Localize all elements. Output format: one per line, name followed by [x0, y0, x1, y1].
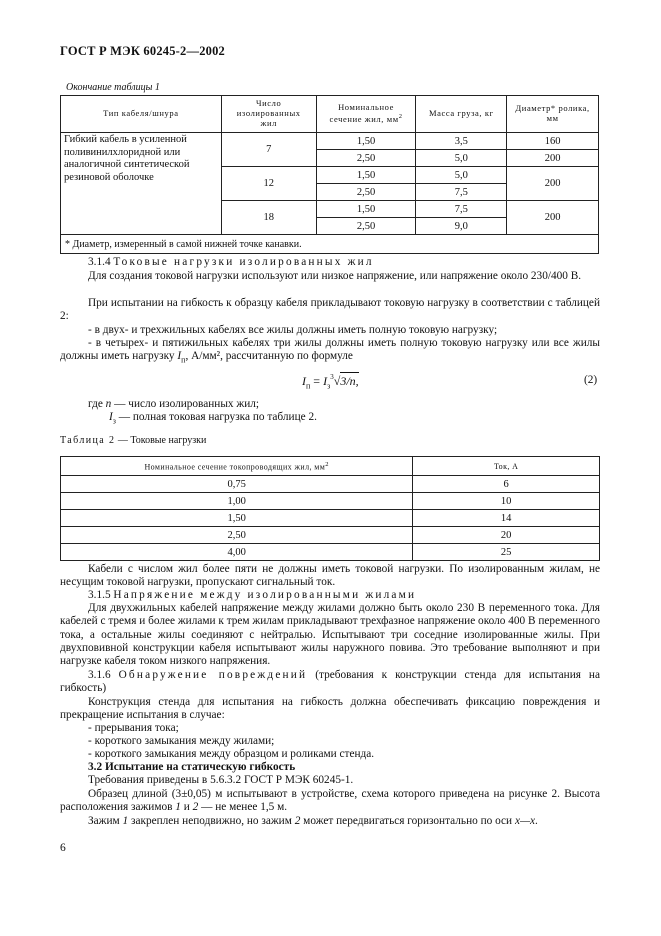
col-section-line2: сечение жил, мм	[329, 113, 399, 124]
mass-cell: 9,0	[416, 218, 507, 235]
list-item	[60, 337, 600, 367]
table-footnote: * Диаметр, измеренный в самой нижней точке канавки.	[61, 235, 599, 254]
section-title: Токовые нагрузки изолированных жил	[113, 256, 374, 268]
section-title: Обнаружение повреждений	[118, 669, 308, 681]
paragraph-text: Образец длиной (3±0,05) м испытывают в устройстве, схема которого приведена на рисунке 2. Высота расположения зажимов	[60, 788, 600, 814]
paragraph	[60, 788, 600, 815]
document-header: ГОСТ Р МЭК 60245-2—2002	[60, 44, 225, 58]
paragraph: При испытании на гибкость к образцу кабеля прикладывают токовую нагрузку в соответствии с таблицей 2:	[60, 297, 600, 323]
section-title: Напряжение между изолированными жилами	[113, 589, 417, 601]
section-cell: 2,50	[61, 527, 413, 544]
col-diameter-line2: мм	[546, 113, 559, 123]
col-section-line1: Номинальное	[338, 102, 395, 113]
formula-rhs-sub: з	[327, 381, 331, 391]
col-section: Номинальное сечение жил, $мм^2$	[316, 96, 416, 133]
paragraph: Требования приведены в 5.6.3.2 ГОСТ Р МЭК 60245-1.	[88, 774, 354, 786]
section-3-1-6-heading	[60, 669, 600, 696]
table-header-row	[61, 457, 600, 476]
paragraph: Кабели с числом жил более пяти не должны иметь токовой нагрузки. По изолированным жилам, не несущим токовой нагрузки, пропускают сигнальный ток.	[60, 563, 600, 589]
mass-cell: 7,5	[416, 201, 507, 218]
formula-2	[302, 373, 359, 390]
section-cell: 1,50	[316, 133, 416, 150]
equation-number: (2)	[584, 374, 598, 386]
clamp-ref: 1	[122, 815, 129, 827]
section-cell: 0,75	[61, 476, 413, 493]
paragraph: Для двухжильных кабелей напряжение между жилами должно быть около 230 В переменного тока. Для кабелей с тремя и более жилами к трем жилам прикладывают трехфазное напряжение около 400 В переменного тока, а остальные жилы соединяют с нейтралью. Испытывают три соседние изолированные жилы. При двухповивной конструкции кабеля испытывают жилы наружного повива. Это требование выполняют и при нагрузке кабеля током низкого напряжения.	[60, 602, 600, 668]
mass-cell: 7,5	[416, 184, 507, 201]
mass-cell: 3,5	[416, 133, 507, 150]
current-cell: 25	[413, 544, 600, 561]
section-3-2-heading: 3.2 Испытание на статическую гибкость	[88, 761, 296, 773]
table-row	[61, 133, 599, 150]
paragraph: Конструкция стенда для испытания на гибкость должна обеспечивать фиксацию повреждения и прекращение испытания в случае:	[60, 696, 600, 722]
section-number: 3.1.5	[88, 589, 111, 601]
cable-type-cell: Гибкий кабель в усиленной поливинилхлоридной или аналогичной синтетической резиновой оболочке	[61, 133, 222, 235]
variable: I	[109, 411, 113, 423]
section-cell: 1,50	[61, 510, 413, 527]
variable-subscript: п	[181, 355, 186, 365]
section-number: 3.1.4	[88, 256, 111, 268]
diameter-cell: 200	[507, 167, 599, 201]
table-header-row	[61, 96, 599, 133]
section-title-note: (требования к конструкции стенда для испытания на гибкость)	[60, 669, 600, 695]
col-section-label: Номинальное сечение токопроводящих жил, мм	[144, 462, 326, 472]
col-current: Ток, А	[413, 457, 600, 476]
variable: n	[105, 398, 112, 410]
mass-cell: 5,0	[416, 167, 507, 184]
table-row	[61, 544, 600, 561]
variable-subscript: з	[112, 416, 116, 426]
paragraph-text: может передвигаться горизонтально по оси	[300, 815, 515, 827]
where-prefix: где	[88, 398, 106, 410]
col-cores-line1: Число	[256, 98, 282, 109]
table2-caption	[60, 435, 206, 446]
section-3-1-4-heading	[60, 256, 600, 269]
table-row	[61, 476, 600, 493]
where-line-2	[109, 411, 589, 428]
table-footnote-row	[61, 235, 599, 254]
paragraph-text: .	[535, 815, 538, 827]
current-cell: 20	[413, 527, 600, 544]
col-cores-line2: изолированных	[236, 108, 301, 119]
list-item-text: - в четырех- и пятижильных кабелях три жилы должны иметь полную токовую нагрузку или все жилы должны иметь нагрузку	[60, 337, 600, 363]
list-item: - в двух- и трехжильных кабелях все жилы должны иметь полную токовую нагрузку;	[88, 324, 498, 336]
formula-rhs: I	[323, 374, 328, 388]
list-item-text: , А/мм², рассчитанную по формуле	[185, 350, 353, 363]
current-cell: 14	[413, 510, 600, 527]
variable: I	[177, 350, 182, 363]
clamp-ref: 2	[294, 815, 301, 827]
current-load-table	[60, 456, 600, 561]
section-cell: 1,00	[61, 493, 413, 510]
current-cell: 10	[413, 493, 600, 510]
clamp-ref: 2	[192, 801, 199, 814]
list-item: - прерывания тока;	[88, 722, 179, 734]
table-row	[61, 493, 600, 510]
paragraph-text: Зажим	[88, 815, 123, 827]
formula-lhs: I	[302, 374, 306, 388]
col-cores-line3: жил	[260, 117, 277, 128]
cores-cell: 18	[221, 201, 316, 235]
section-cell: 4,00	[61, 544, 413, 561]
paragraph-text: закреплен неподвижно, но зажим	[128, 815, 295, 827]
list-item: - короткого замыкания между образцом и роликами стенда.	[88, 748, 375, 760]
cores-cell: 7	[221, 133, 316, 167]
col-diameter-line1: Диаметр* ролика,	[515, 103, 590, 114]
section-number: 3.1.6	[88, 669, 111, 681]
where-line-1	[60, 398, 600, 411]
where-text: — число изолированных жил;	[111, 398, 260, 410]
where-text: — полная токовая нагрузка по таблице 2.	[115, 411, 317, 423]
table-row	[61, 527, 600, 544]
cores-cell: 12	[221, 167, 316, 201]
section-cell: 2,50	[316, 184, 416, 201]
paragraph: Для создания токовой нагрузки используют или низкое напряжение, или напряжение около 230/400 В.	[88, 270, 582, 282]
diameter-cell: 200	[507, 201, 599, 235]
formula-lhs-sub: п	[306, 381, 311, 391]
table2-label: Таблица 2	[60, 435, 116, 446]
root-index: 3	[330, 373, 334, 381]
paragraph-text: и	[180, 801, 193, 814]
table1-caption: Окончание таблицы 1	[66, 82, 160, 93]
clamp-ref: 1	[175, 801, 181, 814]
axis-ref: x—x	[514, 815, 536, 827]
col-cable-type: Тип кабеля/шнура	[61, 96, 222, 133]
current-cell: 6	[413, 476, 600, 493]
table2-title: — Токовые нагрузки	[115, 435, 207, 446]
section-cell: 1,50	[316, 167, 416, 184]
table-row	[61, 510, 600, 527]
section-cell: 2,50	[316, 150, 416, 167]
root-body: 3/n,	[340, 374, 359, 388]
sqrt-sign-icon: √	[333, 374, 341, 388]
section-cell: 1,50	[316, 201, 416, 218]
list-item: - короткого замыкания между жилами;	[88, 735, 275, 747]
section-cell: 2,50	[316, 218, 416, 235]
col-cores	[221, 96, 316, 133]
mass-cell: 5,0	[416, 150, 507, 167]
col-section: Номинальное сечение токопроводящих жил, $мм^2$	[61, 457, 413, 476]
section-3-1-5-heading	[60, 589, 600, 602]
diameter-cell: 160	[507, 133, 599, 150]
cable-table	[60, 95, 599, 254]
formula-eq: =	[310, 374, 324, 388]
paragraph-text: — не менее 1,5 м.	[198, 801, 288, 814]
col-diameter	[507, 96, 599, 133]
diameter-cell: 200	[507, 150, 599, 167]
paragraph	[60, 815, 600, 828]
col-mass: Масса груза, кг	[416, 96, 507, 133]
page-number: 6	[60, 842, 66, 854]
